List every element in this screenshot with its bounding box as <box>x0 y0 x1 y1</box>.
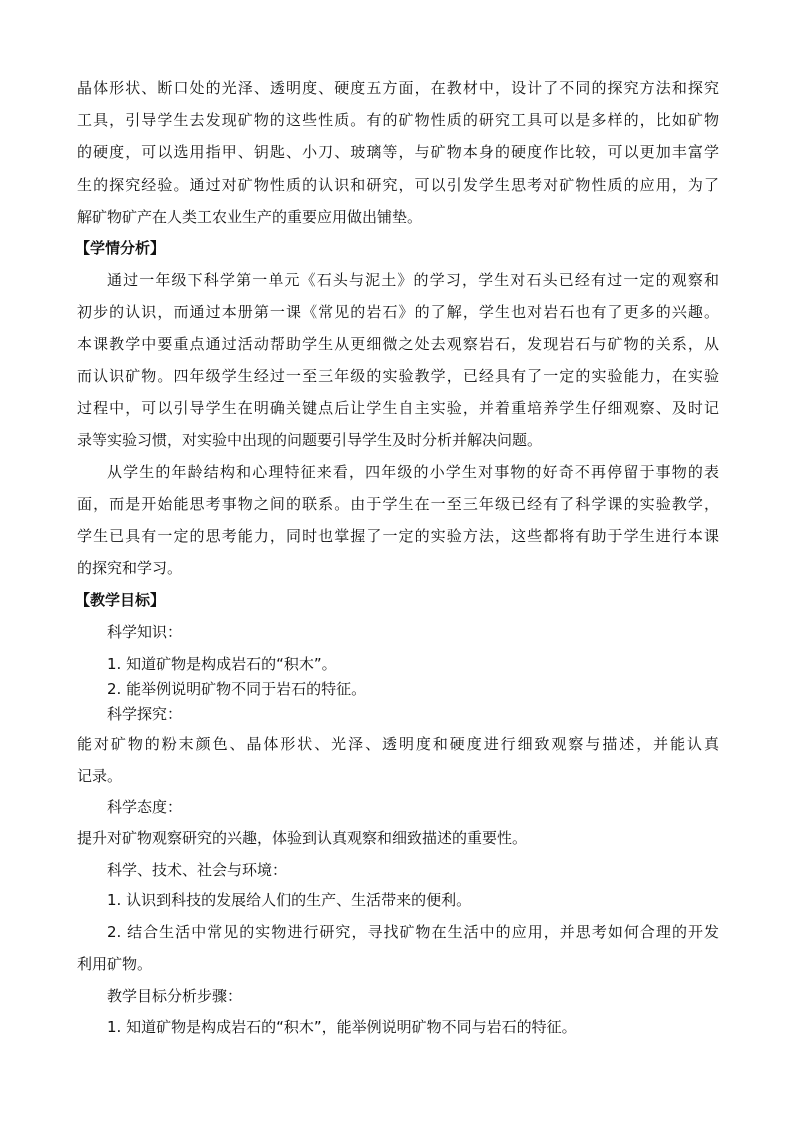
paragraph-line: 本课教学中要重点通过活动帮助学生从更细微之处去观察岩石，发现岩石与矿物的关系，从 <box>77 335 719 353</box>
paragraph-line: 利用矿物。 <box>77 955 153 973</box>
paragraph-line: 的探究和学习。 <box>77 559 183 577</box>
list-item: 1. 知道矿物是构成岩石的“积木”。 <box>107 655 337 673</box>
paragraph-line: 的硬度，可以选用指甲、钥匙、小刀、玻璃等，与矿物本身的硬度作比较，可以更加丰富学 <box>77 143 719 161</box>
paragraph-line: 能对矿物的粉末颜色、晶体形状、光泽、透明度和硬度进行细致观察与描述，并能认真 <box>77 735 719 753</box>
section-heading-xueqing: 【学情分析】 <box>75 239 166 257</box>
paragraph-line: 从学生的年龄结构和心理特征来看，四年级的小学生对事物的好奇不再停留于事物的表 <box>107 463 719 481</box>
paragraph-line: 初步的认识，而通过本册第一课《常见的岩石》的了解，学生也对岩石也有了更多的兴趣。 <box>77 303 719 321</box>
list-item: 1. 认识到科技的发展给人们的生产、生活带来的便利。 <box>107 891 472 909</box>
list-item: 2. 能举例说明矿物不同于岩石的特征。 <box>107 680 367 698</box>
paragraph-line: 晶体形状、断口处的光泽、透明度、硬度五方面，在教材中，设计了不同的探究方法和探究 <box>77 79 719 97</box>
subheading-kexue-tanjiu: 科学探究： <box>107 705 183 723</box>
paragraph-line: 通过一年级下科学第一单元《石头与泥土》的学习，学生对石头已经有过一定的观察和 <box>107 271 719 289</box>
paragraph-line: 记录。 <box>77 767 123 785</box>
subheading-kexue-taidu: 科学态度： <box>107 798 183 816</box>
subheading-kexue-zhishi: 科学知识： <box>107 623 183 641</box>
paragraph-line: 解矿物矿产在人类工农业生产的重要应用做出铺垫。 <box>77 208 423 226</box>
list-item: 2. 结合生活中常见的实物进行研究，寻找矿物在生活中的应用，并思考如何合理的开发 <box>107 923 719 941</box>
paragraph-line: 录等实验习惯，对实验中出现的问题要引导学生及时分析并解决问题。 <box>77 431 543 449</box>
paragraph-line: 工具，引导学生去发现矿物的这些性质。有的矿物性质的研究工具可以是多样的，比如矿物 <box>77 111 719 129</box>
paragraph-line: 而认识矿物。四年级学生经过一至三年级的实验教学，已经具有了一定的实验能力，在实验 <box>77 367 719 385</box>
paragraph-line: 生的探究经验。通过对矿物性质的认识和研究，可以引发学生思考对矿物性质的应用，为了 <box>77 176 719 194</box>
paragraph-line: 提升对矿物观察研究的兴趣，体验到认真观察和细致描述的重要性。 <box>77 829 528 847</box>
subheading-stse: 科学、技术、社会与环境： <box>107 861 288 879</box>
subheading-fenxi: 教学目标分析步骤： <box>107 987 243 1005</box>
paragraph-line: 面，而是开始能思考事物之间的联系。由于学生在一至三年级已经有了科学课的实验教学， <box>77 495 719 513</box>
paragraph-line: 学生已具有一定的思考能力，同时也掌握了一定的实验方法，这些都将有助于学生进行本课 <box>77 527 719 545</box>
list-item: 1. 知道矿物是构成岩石的“积木”，能举例说明矿物不同与岩石的特征。 <box>107 1018 577 1036</box>
section-heading-mubiao: 【教学目标】 <box>75 591 166 609</box>
paragraph-line: 过程中，可以引导学生在明确关键点后让学生自主实验，并着重培养学生仔细观察、及时记 <box>77 399 719 417</box>
